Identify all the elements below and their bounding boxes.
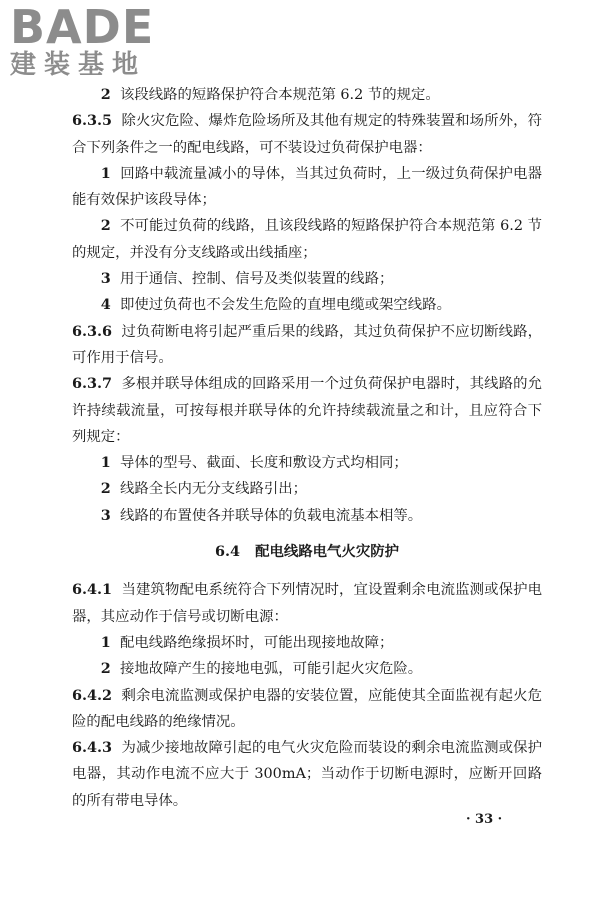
logo-brand-text: BADE [10, 0, 155, 54]
list-item: 3 用于通信、控制、信号及类似装置的线路； [100, 270, 394, 288]
clause-paragraph: 6.3.5 除火灾危险、爆炸危险场所及其他有规定的特殊装置和场所外，符合下列条件之一的配电线路，可不装设过负荷保护电器： [72, 112, 542, 156]
list-item: 2 不可能过负荷的线路，且该段线路的短路保护符合本规范第 6.2 节的规定，并没有分支线路或出线插座； [72, 217, 542, 261]
list-item: 2 接地故障产生的接地电弧，可能引起火灾危险。 [100, 660, 423, 678]
clause-paragraph: 6.3.7 多根并联导体组成的回路采用一个过负荷保护电器时，其线路的允许持续载流量，可按每根并联导体的允许持续载流量之和计，且应符合下列规定： [72, 375, 542, 445]
list-item: 3 线路的布置使各并联导体的负载电流基本相等。 [100, 506, 423, 524]
document-body [72, 82, 542, 814]
clause-paragraph: 6.3.6 过负荷断电将引起严重后果的线路，其过负荷保护不应切断线路，可作用于信号。 [72, 322, 542, 366]
watermark-logo [10, 2, 180, 90]
clause-paragraph: 6.4.3 为减少接地故障引起的电气火灾危险而装设的剩余电流监测或保护电器，其动作电流不应大于 300mA；当动作于切断电源时，应断开回路的所有带电导体。 [72, 739, 542, 809]
list-item: 2 线路全长内无分支线路引出； [100, 480, 308, 498]
logo-subtitle-text: 建装基地 [10, 50, 147, 80]
page-number: · 33 · [466, 812, 503, 827]
list-item: 1 配电线路绝缘损坏时，可能出现接地故障； [100, 633, 394, 651]
list-item: 4 即使过负荷也不会发生危险的直埋电缆或架空线路。 [100, 296, 451, 314]
list-item: 1 导体的型号、截面、长度和敷设方式均相同； [100, 454, 408, 472]
section-heading: 6.4 配电线路电气火灾防护 [215, 543, 399, 561]
list-item: 2 该段线路的短路保护符合本规范第 6.2 节的规定。 [100, 86, 440, 103]
clause-paragraph: 6.4.1 当建筑物配电系统符合下列情况时，宜设置剩余电流监测或保护电器，其应动作于信号或切断电源： [72, 581, 542, 625]
list-item: 1 回路中载流量减小的导体，当其过负荷时，上一级过负荷保护电器能有效保护该段导体； [72, 164, 542, 209]
clause-paragraph: 6.4.2 剩余电流监测或保护电器的安装位置，应能使其全面监视有起火危险的配电线路的绝缘情况。 [72, 686, 542, 730]
